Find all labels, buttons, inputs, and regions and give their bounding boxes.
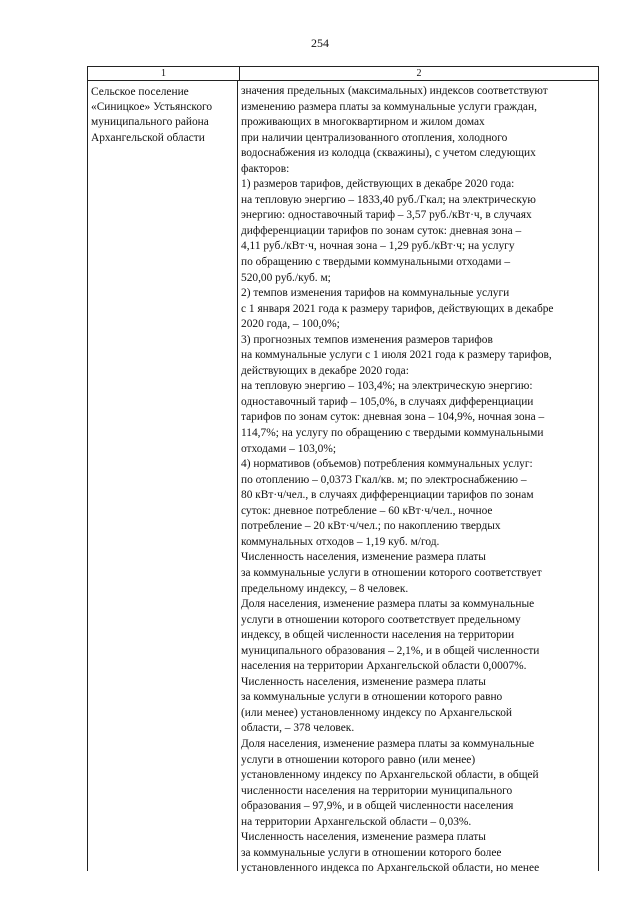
text-line: 114,7%; на услугу по обращению с твердыми коммунальными	[241, 427, 544, 440]
text-line: (или менее) установленному индексу по Архангельской	[241, 706, 512, 719]
text-line: значения предельных (максимальных) индексов соответствуют	[241, 85, 548, 97]
page-number: 254	[311, 36, 329, 50]
text-line: 3) прогнозных темпов изменения размеров тарифов	[241, 333, 493, 346]
text-line: отходами – 103,0%;	[241, 442, 336, 455]
municipality-line: муниципального района	[91, 116, 209, 129]
text-line: водоснабжения из колодца (скважины), с учетом следующих	[241, 147, 536, 160]
text-line: Численность населения, изменение размера платы	[241, 675, 486, 688]
text-line: Доля населения, изменение размера платы за коммунальные	[241, 598, 535, 611]
text-line: услуги в отношении которого соответствует предельному	[241, 613, 521, 626]
text-line: одноставочный тариф – 105,0%, в случаях дифференциации	[241, 395, 534, 408]
text-line: установленному индексу по Архангельской области, в общей	[241, 769, 539, 782]
text-line: услуги в отношении которого равно (или менее)	[241, 753, 476, 766]
table-header-row	[87, 66, 599, 81]
text-line: 80 кВт·ч/чел., в случаях дифференциации тарифов по зонам	[241, 489, 534, 502]
text-line: образования – 97,9%, и в общей численности населения	[241, 800, 514, 813]
text-line: за коммунальные услуги в отношении которого соответствует	[241, 566, 542, 579]
municipality-line: Сельское поселение	[91, 86, 189, 98]
text-line: Доля населения, изменение размера платы за коммунальные	[241, 737, 535, 750]
text-line: проживающих в многоквартирном и жилом домах	[241, 116, 485, 129]
text-line: 1) размеров тарифов, действующих в декабре 2020 года:	[241, 178, 515, 191]
text-line: 4) нормативов (объемов) потребления коммунальных услуг:	[241, 458, 533, 471]
text-line: изменению размера платы за коммунальные услуги граждан,	[241, 100, 537, 113]
table-header-col1: 1	[87, 67, 240, 80]
text-line: на территории Архангельской области – 0,03%.	[241, 815, 472, 828]
text-line: суток: дневное потребление – 60 кВт·ч/чел., ночное	[241, 504, 493, 517]
text-line: 520,00 руб./куб. м;	[241, 271, 331, 284]
text-line: за коммунальные услуги в отношении которого более	[241, 846, 502, 859]
text-line: муниципального образования – 2,1%, и в общей численности	[241, 644, 540, 657]
text-line: 2) темпов изменения тарифов на коммунальные услуги	[241, 287, 510, 300]
text-line: области, – 378 человек.	[241, 722, 355, 735]
text-line: 2020 года, – 100,0%;	[241, 318, 340, 331]
text-line: 4,11 руб./кВт·ч, ночная зона – 1,29 руб./кВт·ч; на услугу	[241, 240, 515, 253]
text-line: на коммунальные услуги с 1 июля 2021 года к размеру тарифов,	[241, 349, 552, 362]
text-line: населения на территории Архангельской области 0,0007%.	[241, 660, 527, 673]
text-line: при наличии централизованного отопления, холодного	[241, 131, 508, 144]
text-line: факторов:	[241, 162, 290, 175]
text-line: численности населения на территории муниципального	[241, 784, 513, 797]
text-line: по отоплению – 0,0373 Гкал/кв. м; по электроснабжению –	[241, 473, 527, 486]
text-line: на тепловую энергию – 103,4%; на электрическую энергию:	[241, 380, 533, 393]
text-line: установленного индекса по Архангельской области, но менее	[241, 862, 540, 875]
table-row	[87, 81, 599, 875]
text-line: по обращению с твердыми коммунальными отходами –	[241, 256, 511, 269]
table-header-col2: 2	[240, 67, 599, 80]
text-line: индексу, в общей численности населения на территории	[241, 629, 515, 642]
text-line: за коммунальные услуги в отношении которого равно	[241, 691, 503, 704]
text-line: дифференциации тарифов по зонам суток: дневная зона –	[241, 224, 522, 237]
description-cell	[238, 81, 599, 875]
text-line: Численность населения, изменение размера платы	[241, 551, 486, 564]
tariff-table	[87, 66, 599, 875]
municipality-cell	[87, 81, 238, 871]
municipality-line: Архангельской области	[91, 131, 205, 144]
municipality-line: «Синицкое» Устьянского	[91, 101, 213, 114]
text-line: с 1 января 2021 года к размеру тарифов, действующих в декабре	[241, 302, 554, 315]
text-line: предельному индексу, – 8 человек.	[241, 582, 409, 595]
text-line: коммунальных отходов – 1,19 куб. м/год.	[241, 535, 440, 548]
text-line: тарифов по зонам суток: дневная зона – 104,9%, ночная зона –	[241, 411, 545, 424]
text-line: действующих в декабре 2020 года:	[241, 364, 409, 377]
text-line: на тепловую энергию – 1833,40 руб./Гкал; на электрическую	[241, 193, 536, 206]
text-line: Численность населения, изменение размера платы	[241, 831, 486, 844]
text-line: потребление – 20 кВт·ч/чел.; по накоплению твердых	[241, 520, 501, 533]
text-line: энергию: одноставочный тариф – 3,57 руб./кВт·ч, в случаях	[241, 209, 532, 222]
